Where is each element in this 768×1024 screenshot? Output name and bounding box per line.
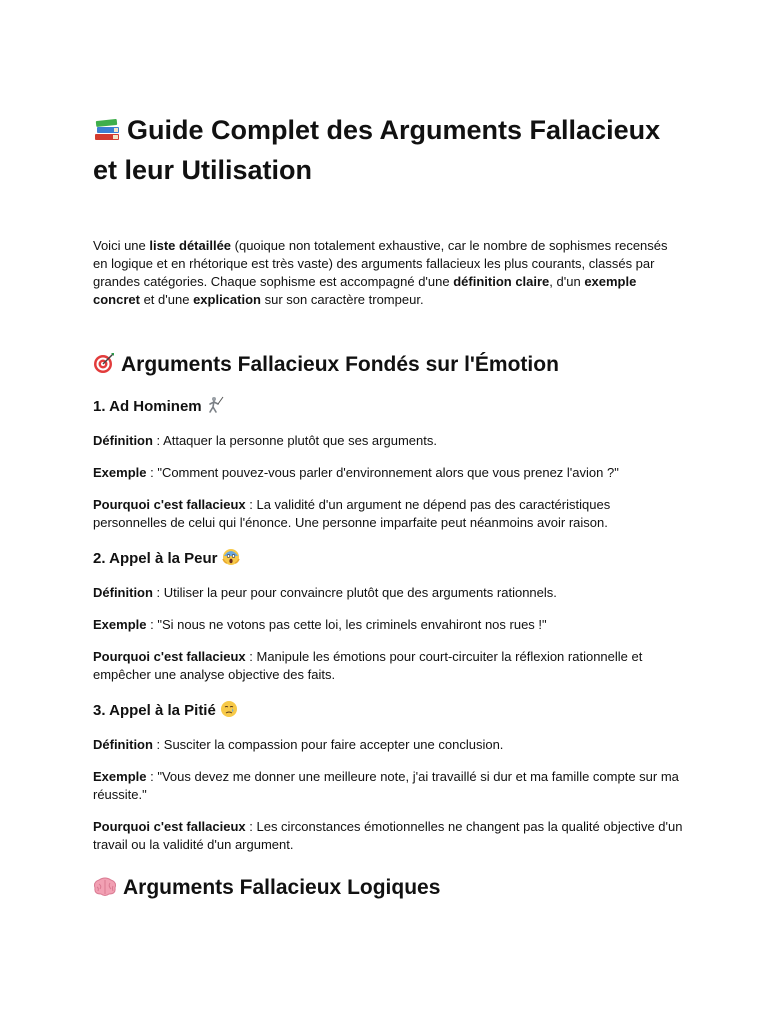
fallacy-title xyxy=(93,548,683,572)
brain-icon xyxy=(93,877,117,905)
field-sep: : xyxy=(245,819,257,834)
section-emotion xyxy=(93,351,683,854)
definition-line xyxy=(93,584,683,602)
fallacy-title-text: 3. Appel à la Pitié xyxy=(93,702,216,719)
field-value: Utiliser la peur pour convaincre plutôt que des arguments rationnels. xyxy=(163,585,557,600)
fallacy-title xyxy=(93,396,683,420)
section-heading-text: Arguments Fallacieux Fondés sur l'Émotion xyxy=(121,353,559,376)
intro-bold: explication xyxy=(193,292,261,307)
intro-text: Voici une xyxy=(93,238,150,253)
field-value: Attaquer la personne plutôt que ses arguments. xyxy=(163,433,437,448)
field-sep: : xyxy=(146,617,158,632)
intro-bold: définition claire xyxy=(453,274,550,289)
intro-text: sur son caractère trompeur. xyxy=(260,292,424,307)
field-label: Exemple xyxy=(93,617,147,632)
intro-paragraph xyxy=(93,237,683,309)
crying-face-icon xyxy=(220,700,238,724)
screaming-face-icon xyxy=(222,548,240,572)
intro-text: (quoique non totalement exhaustive, car le nombre de sophismes recensés en logique et en rhétorique est très vaste) des arguments fallacieux les plus courants, classés par grandes catégories. Chaque sophisme est accompagné d'une xyxy=(93,238,668,289)
field-label: Pourquoi c'est fallacieux xyxy=(93,819,246,834)
example-line xyxy=(93,464,683,482)
field-label: Exemple xyxy=(93,465,147,480)
field-value: La validité d'un argument ne dépend pas des caractéristiques personnelles de celui qui l'énonce. Une personne imparfaite peut néanmoins avoir raison. xyxy=(93,497,611,530)
example-line xyxy=(93,768,683,804)
document-content xyxy=(93,112,683,905)
field-label: Pourquoi c'est fallacieux xyxy=(93,497,246,512)
field-sep: : xyxy=(245,497,257,512)
field-value: Les circonstances émotionnelles ne changent pas la qualité objective d'un travail ou la validité d'un argument. xyxy=(93,819,683,852)
fallacy-title-text: 1. Ad Hominem xyxy=(93,398,202,415)
field-label: Pourquoi c'est fallacieux xyxy=(93,649,246,664)
field-label: Définition xyxy=(93,585,153,600)
field-sep: : xyxy=(245,649,257,664)
why-line xyxy=(93,818,683,854)
field-value: Manipule les émotions pour court-circuiter la réflexion rationnelle et empêcher une analyse objective des faits. xyxy=(93,649,643,682)
page-title-text: Guide Complet des Arguments Fallacieux et leur Utilisation xyxy=(93,115,661,185)
intro-text: , d'un xyxy=(549,274,585,289)
field-value: Susciter la compassion pour faire accepter une conclusion. xyxy=(163,737,504,752)
why-line xyxy=(93,648,683,684)
field-value: "Comment pouvez-vous parler d'environnement alors que vous prenez l'avion ?" xyxy=(157,465,619,480)
section-heading-text: Arguments Fallacieux Logiques xyxy=(123,876,441,899)
fallacy-title-text: 2. Appel à la Peur xyxy=(93,550,218,567)
field-sep: : xyxy=(146,769,158,784)
field-sep: : xyxy=(152,433,164,448)
field-label: Définition xyxy=(93,737,153,752)
field-value: "Si nous ne votons pas cette loi, les criminels envahiront nos rues !" xyxy=(157,617,547,632)
intro-bold: exemple concret xyxy=(93,274,637,307)
field-sep: : xyxy=(152,585,164,600)
why-line xyxy=(93,496,683,532)
section-heading xyxy=(93,351,683,382)
definition-line xyxy=(93,432,683,450)
intro-text: et d'une xyxy=(139,292,194,307)
field-label: Exemple xyxy=(93,769,147,784)
section-heading xyxy=(93,874,683,905)
field-value: "Vous devez me donner une meilleure note, j'ai travaillé si dur et ma famille compte sur ma réussite." xyxy=(93,769,679,802)
page-title xyxy=(93,112,683,189)
target-dart-icon xyxy=(93,352,115,382)
intro-bold: liste détaillée xyxy=(149,238,232,253)
field-sep: : xyxy=(152,737,164,752)
field-label: Définition xyxy=(93,433,153,448)
definition-line xyxy=(93,736,683,754)
fencer-icon xyxy=(206,396,224,420)
fallacy-title xyxy=(93,700,683,724)
books-icon xyxy=(93,115,121,152)
example-line xyxy=(93,616,683,634)
field-sep: : xyxy=(146,465,158,480)
